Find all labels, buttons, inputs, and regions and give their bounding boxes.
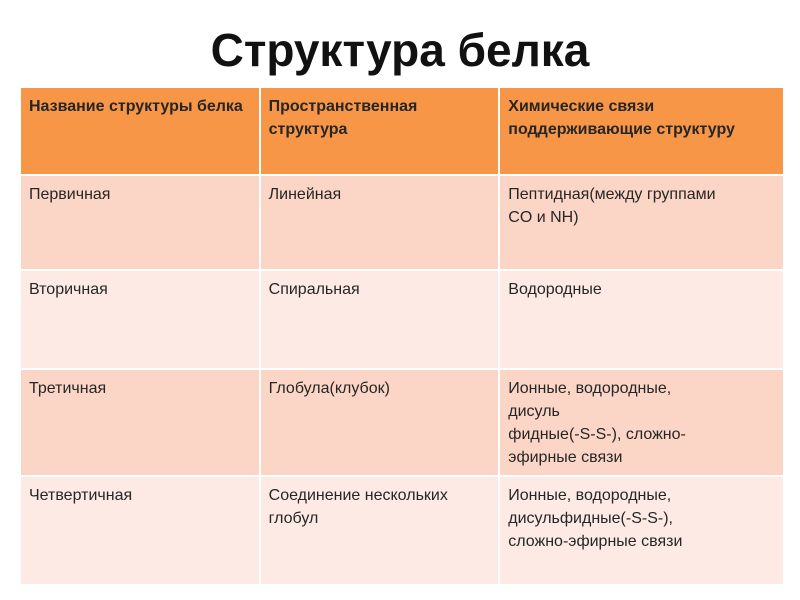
bonds-line: сложно-эфирные связи xyxy=(508,533,683,550)
cell-chemical-bonds xyxy=(499,270,784,369)
table-row-tertiary xyxy=(20,369,784,476)
cell-structure-name: Первичная xyxy=(20,175,260,270)
bonds-line: дисульфидные(-S-S-), xyxy=(508,510,673,527)
bonds-line: фидные(-S-S-), сложно- xyxy=(508,426,686,443)
header-spatial-structure: Пространственная структура xyxy=(260,87,500,175)
cell-spatial-structure: Линейная xyxy=(260,175,500,270)
bonds-line: Ионные, водородные, xyxy=(508,380,672,397)
table-row-primary xyxy=(20,175,784,270)
cell-spatial-structure: Соединение нескольких глобул xyxy=(260,476,500,585)
cell-chemical-bonds xyxy=(499,476,784,585)
bonds-line: Пептидная(между группами xyxy=(508,186,716,203)
slide-title: Структура белка xyxy=(210,24,590,76)
table-row-secondary xyxy=(20,270,784,369)
header-chemical-bonds: Химические связи поддерживающие структуру xyxy=(499,87,784,175)
bonds-line: дисуль xyxy=(508,403,560,420)
cell-structure-name: Третичная xyxy=(20,369,260,476)
cell-chemical-bonds xyxy=(499,369,784,476)
cell-structure-name: Четвертичная xyxy=(20,476,260,585)
cell-chemical-bonds xyxy=(499,175,784,270)
protein-structure-table xyxy=(19,86,785,586)
table-row-quaternary xyxy=(20,476,784,585)
header-structure-name: Название структуры белка xyxy=(20,87,260,175)
cell-structure-name: Вторичная xyxy=(20,270,260,369)
bonds-line: Водородные xyxy=(508,281,602,298)
bonds-line: CO и NH) xyxy=(508,209,579,226)
bonds-line: эфирные связи xyxy=(508,449,623,466)
bonds-line: Ионные, водородные, xyxy=(508,487,672,504)
table-header-row xyxy=(20,87,784,175)
cell-spatial-structure: Глобула(клубок) xyxy=(260,369,500,476)
cell-spatial-structure: Спиральная xyxy=(260,270,500,369)
